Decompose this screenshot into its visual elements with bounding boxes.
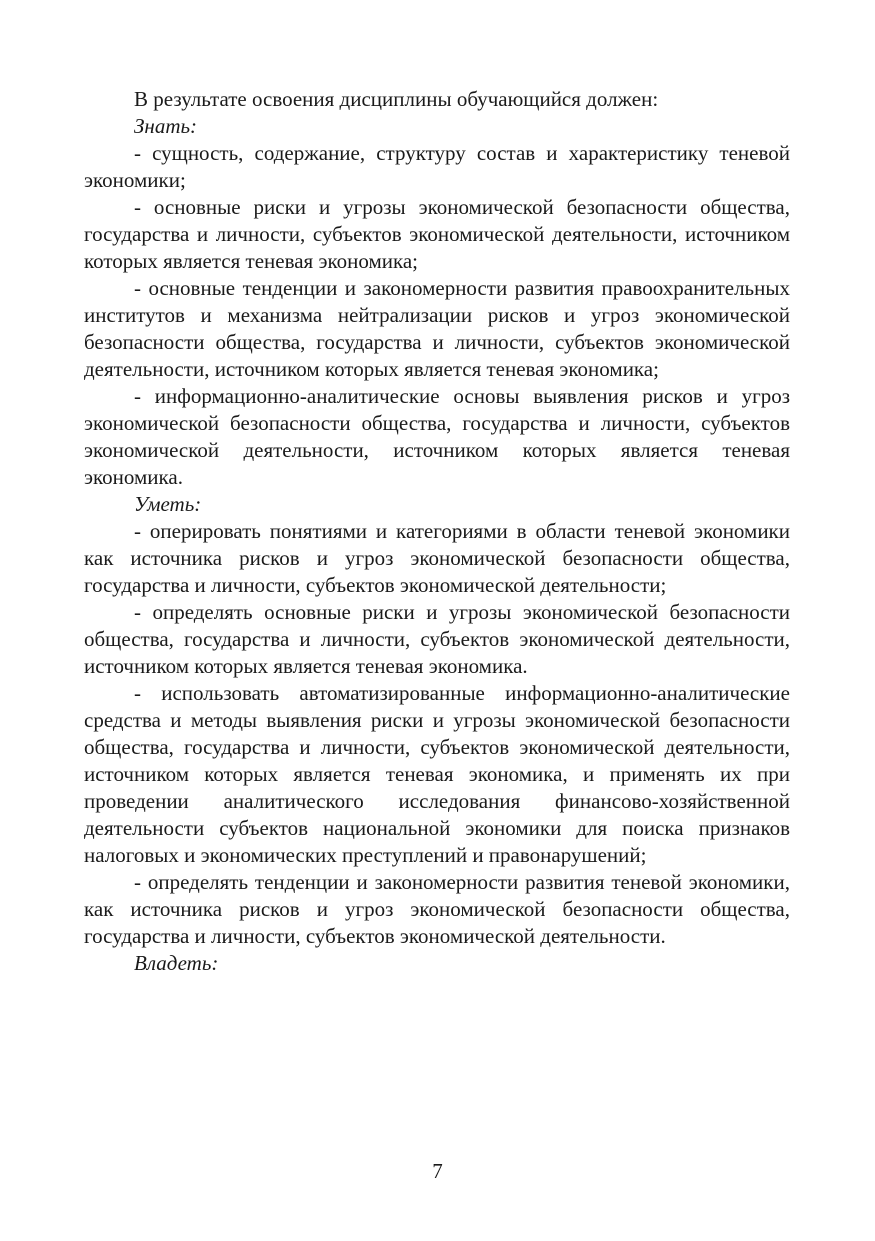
able-item-1: - оперировать понятиями и категориями в области теневой экономики как источника рисков и угроз экономической безопасности общества, государства и личности, субъектов экономической деятельности; (84, 519, 790, 597)
able-heading: Уметь: (134, 492, 202, 516)
know-item-1: - сущность, содержание, структуру состав и характеристику теневой экономики; (84, 141, 790, 192)
intro-paragraph: В результате освоения дисциплины обучающийся должен: (134, 87, 659, 111)
page-number: 7 (432, 1159, 443, 1183)
know-item-4: - информационно-аналитические основы выявления рисков и угроз экономической безопасности общества, государства и личности, субъектов экономической деятельности, источником которых является теневая экономика. (84, 384, 790, 489)
document-body (84, 86, 790, 977)
know-item-2: - основные риски и угрозы экономической безопасности общества, государства и личности, субъектов экономической деятельности, источником которых является теневая экономика; (84, 195, 790, 273)
able-item-4: - определять тенденции и закономерности развития теневой экономики, как источника рисков и угроз экономической безопасности общества, государства и личности, субъектов экономической деятельности. (84, 870, 790, 948)
master-heading: Владеть: (134, 951, 219, 975)
know-heading: Знать: (134, 114, 198, 138)
know-item-3: - основные тенденции и закономерности развития правоохранительных институтов и механизма нейтрализации рисков и угроз экономической безопасности общества, государства и личности, субъектов экономической деятельности, источником которых является теневая экономика; (84, 276, 790, 381)
able-item-3: - использовать автоматизированные информационно-аналитические средства и методы выявления риски и угрозы экономической безопасности общества, государства и личности, субъектов экономической деятельности, источником которых является теневая экономика, и применять их при проведении аналитического исследования финансово-хозяйственной деятельности субъектов национальной экономики для поиска признаков налоговых и экономических преступлений и правонарушений; (84, 681, 790, 867)
able-item-2: - определять основные риски и угрозы экономической безопасности общества, государства и личности, субъектов экономической деятельности, источником которых является теневая экономика. (84, 600, 790, 678)
